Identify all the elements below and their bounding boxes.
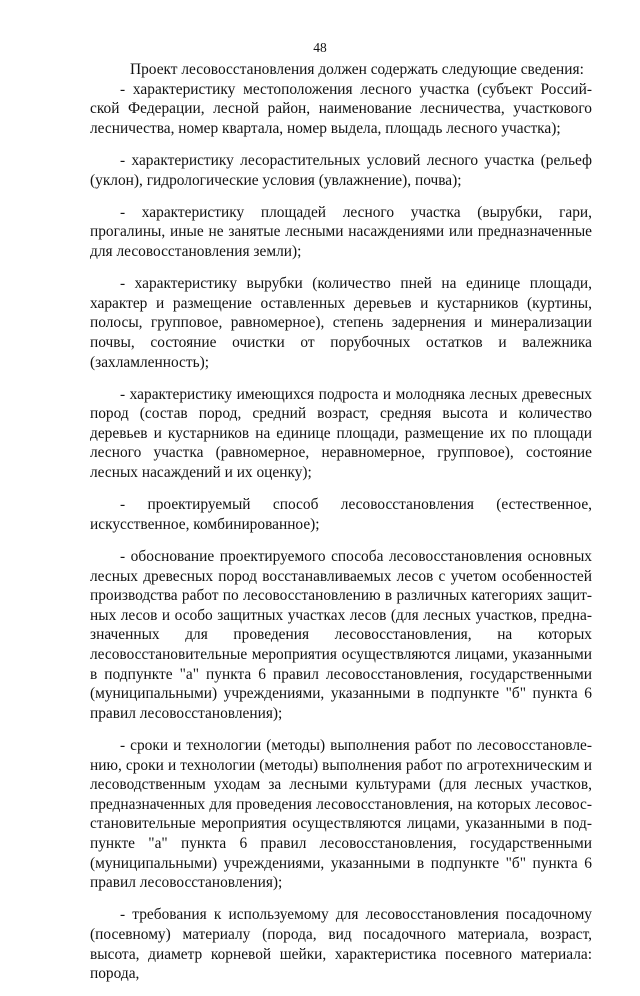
- list-item-planting-material: - требования к используемому для лесовосстановления посадочному (посевному) материалу (порода, вид посадочного материала, возраст, высота, диаметр корневой шейки, характеристика посевного материала: порода,: [90, 906, 592, 983]
- list-item-justification: - обоснование проектируемого способа лесовосстановления основных лесных древесных пород восстанавливаемых лесов с учетом особенностей производства работ по лесовосстановлению в различных категориях защитных лесов и особо защитных участках лесов (для лесных участков, предназначенных для проведения лесовосстановления, на которых лесовосстановительные мероприятия осуществляются лицами, указанными в подпункте "а" пункта 6 правил лесовосстановления, государственными (муниципальными) учреждениями, указанными в подпункте "б" пункта 6 правил лесовосстановления);: [90, 548, 592, 722]
- page-number: 48: [313, 40, 327, 55]
- list-item-undergrowth: - характеристику имеющихся подроста и молодняка лесных древесных пород (состав пород, средний возраст, средняя высота и количество деревьев и кустарников на единице площади, размещение их по площади лесного участка (равномерное, неравномерное, групповое), состояние лесных насаждений и их оценку);: [90, 385, 592, 482]
- list-item-method: - проектируемый способ лесовосстановления (естественное, искусственное, комбинированное);: [90, 496, 592, 533]
- list-item-clearing: - характеристику вырубки (количество пней на единице площади, характер и размещение оставленных деревьев и кустарников (куртины, полосы, групповое, равномерное), степень задернения и минерализации почвы, состояние очистки от порубочных остатков и валежника (захламленность);: [90, 275, 592, 371]
- list-item-areas: - характеристику площадей лесного участка (вырубки, гари, прогалины, иные не занятые лесными насаждениями или предназначенные для лесовосстановления земли);: [90, 203, 592, 260]
- body-text: [90, 60, 592, 996]
- list-item-timing: - сроки и технологии (методы) выполнения работ по лесовосстановлению, сроки и технологии (методы) выполнения работ по агротехническим и лесоводственным уходам за лесными культурами (для лесных участков, предназначенных для проведения лесовосстановления, на которых лесовосстановительные мероприятия осуществляются лицами, указанными в подпункте "а" пункта 6 правил лесовосстановления, государственными (муниципальными) учреждениями, указанными в подпункте "б" пункта 6 правил лесовосстановления);: [90, 736, 592, 892]
- list-item-location: - характеристику местоположения лесного участка (субъект Российской Федерации, лесной район, наименование лесничества, участкового лесничества, номер квартала, номер выдела, площадь лесного участка);: [90, 80, 592, 137]
- list-item-growing-conditions: - характеристику лесорастительных условий лесного участка (рельеф (уклон), гидрологические условия (увлажнение), почва);: [90, 151, 592, 189]
- intro-paragraph: Проект лесовосстановления должен содержать следующие сведения:: [130, 61, 584, 78]
